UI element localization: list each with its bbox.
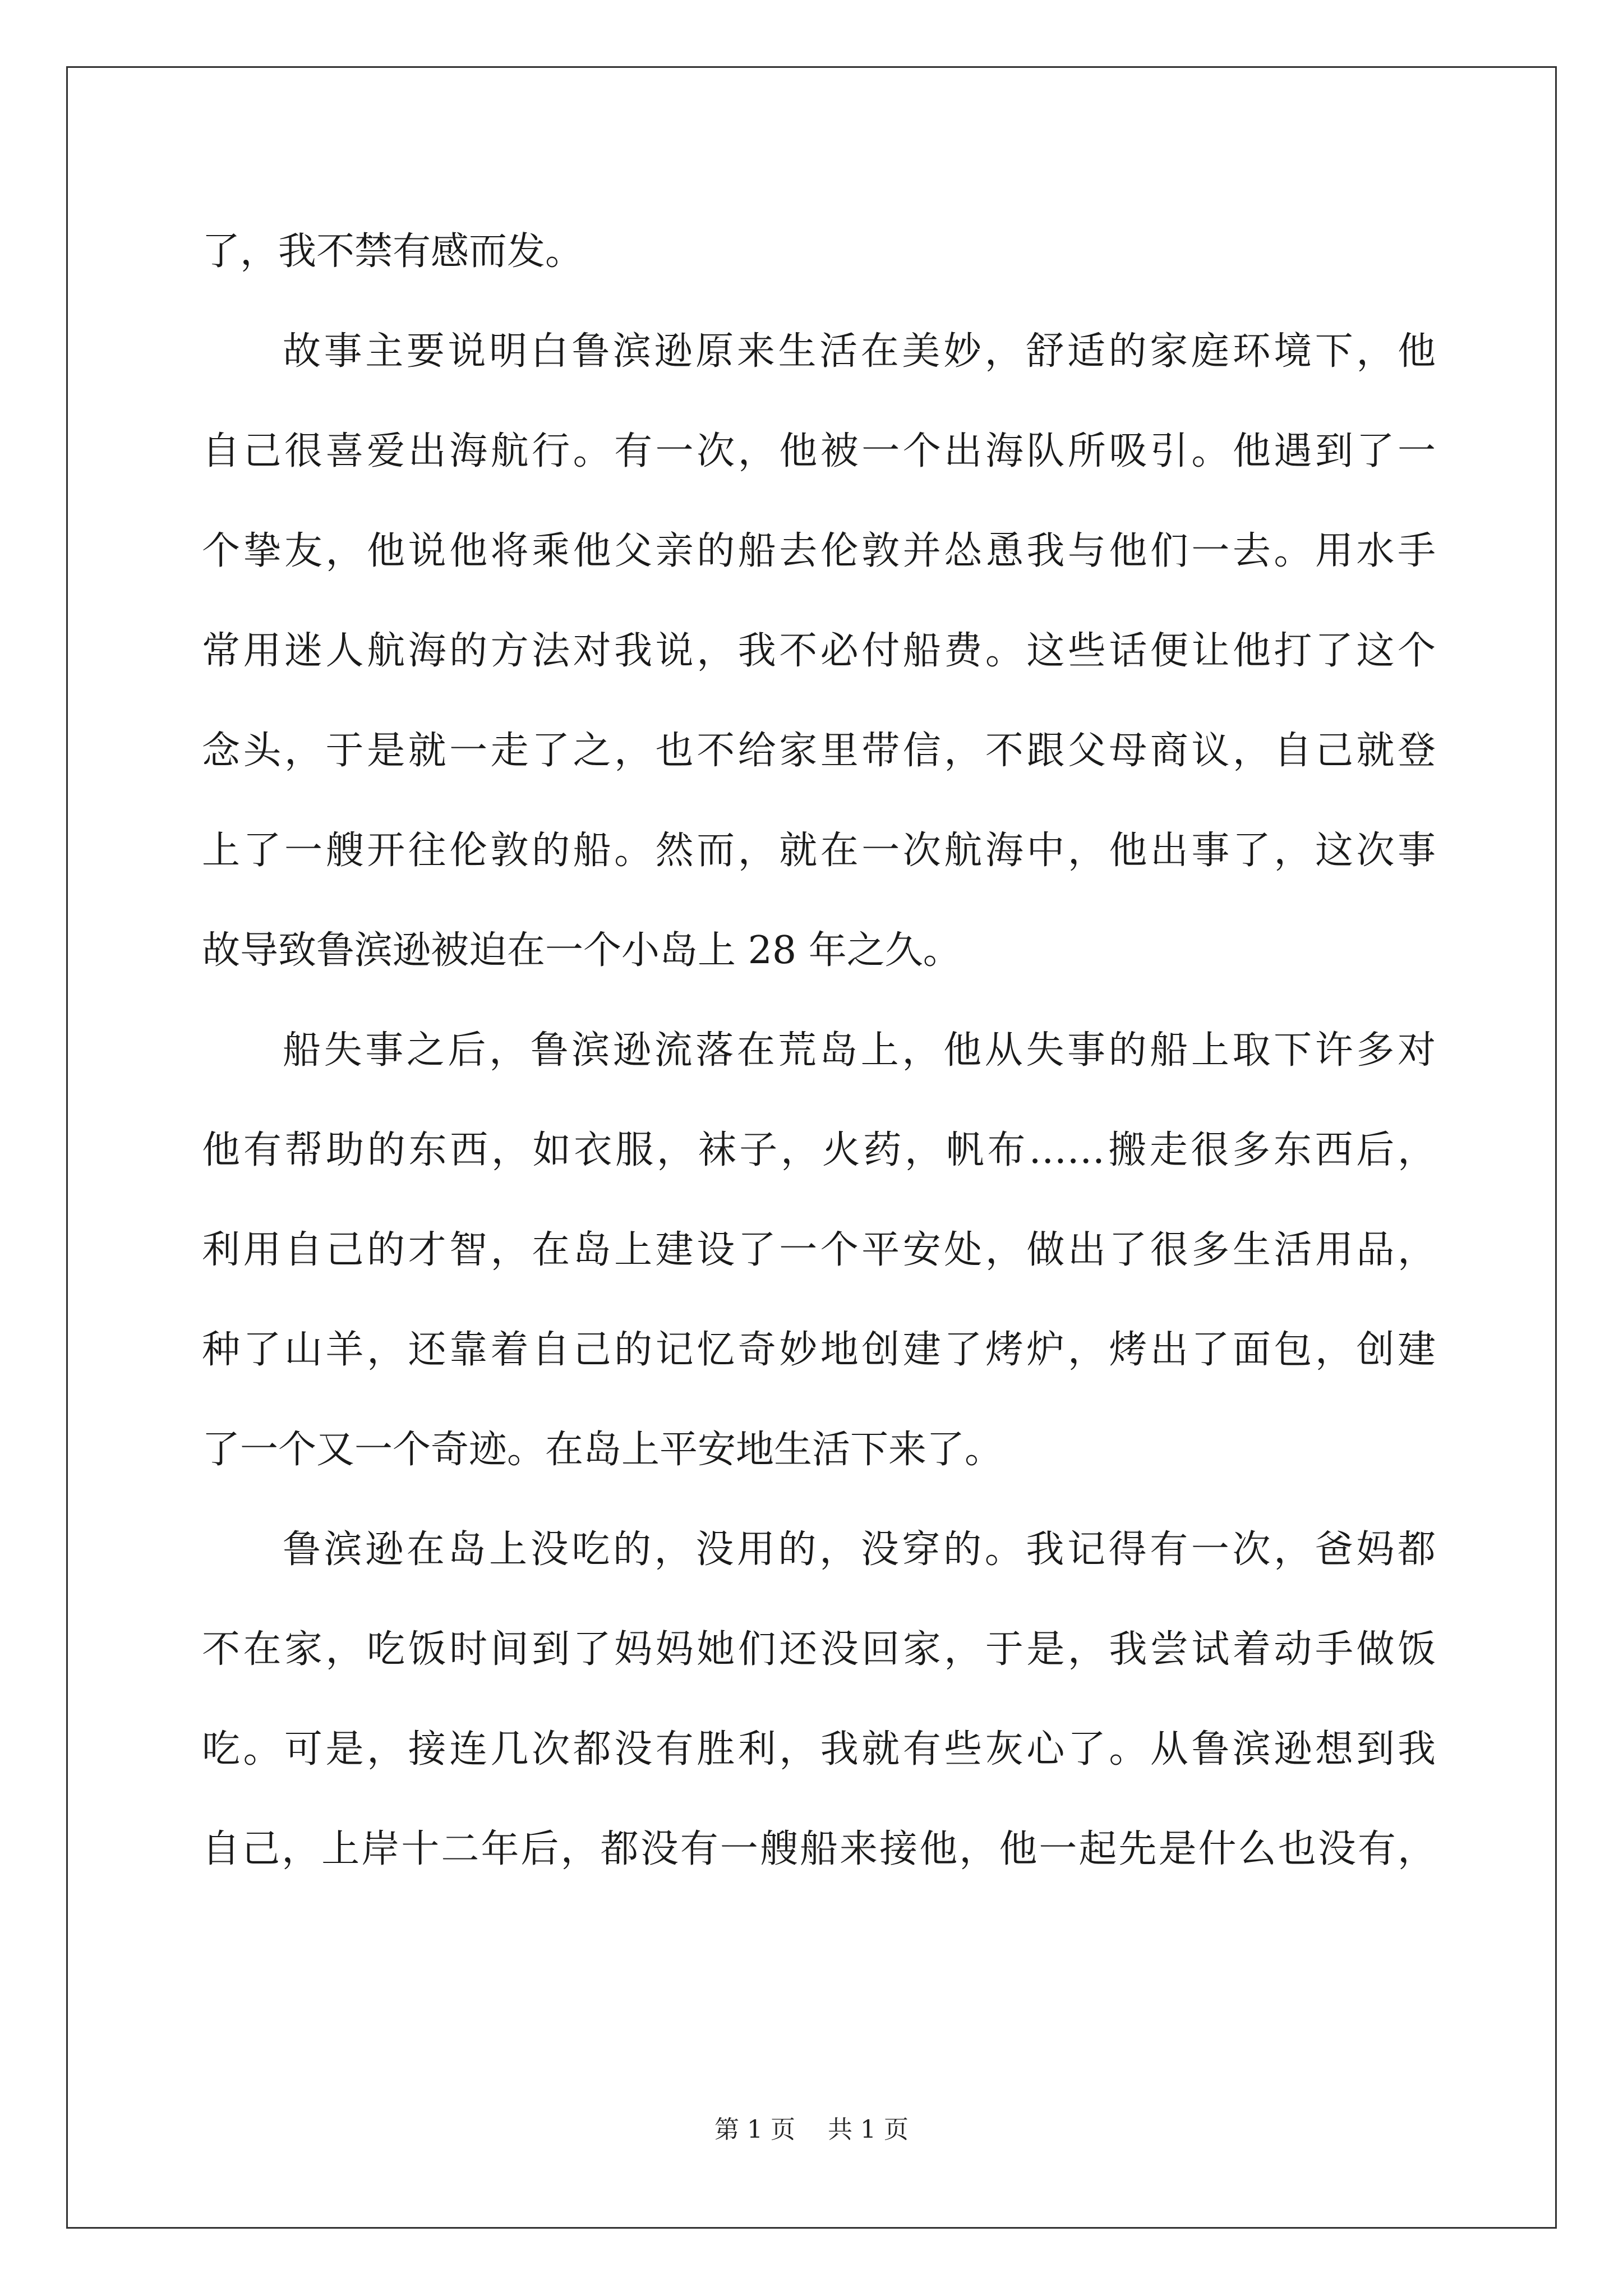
page-total: 共 1 页 [828,2115,909,2144]
text-line: 种了山羊，还靠着自己的记忆奇妙地创建了烤炉，烤出了面包，创建 [202,1328,1436,1372]
page-number: 第 1 页 [714,2115,795,2144]
text-line: 上了一艘开往伦敦的船。然而，就在一次航海中，他出事了，这次事 [202,829,1436,873]
text-line: 了一个又一个奇迹。在岛上平安地生活下来了。 [202,1428,1003,1472]
text-line: 念头，于是就一走了之，也不给家里带信，不跟父母商议，自己就登 [202,729,1436,773]
page-footer [0,2109,1623,2145]
text-line: 不在家，吃饭时间到了妈妈她们还没回家，于是，我尝试着动手做饭 [202,1627,1436,1672]
text-line: 他有帮助的东西，如衣服，袜子，火药，帆布……搬走很多东西后， [202,1128,1436,1172]
text-line: 吃。可是，接连几次都没有胜利，我就有些灰心了。从鲁滨逊想到我 [202,1727,1436,1772]
text-line: 利用自己的才智，在岛上建设了一个平安处，做出了很多生活用品， [202,1228,1436,1272]
text-line: 了，我不禁有感而发。 [202,229,584,274]
paragraph-start-line: 故事主要说明白鲁滨逊原来生活在美妙，舒适的家庭环境下，他 [283,329,1436,374]
text-line: 常用迷人航海的方法对我说，我不必付船费。这些话便让他打了这个 [202,629,1436,673]
document-body [202,202,1436,1899]
text-line: 自己很喜爱出海航行。有一次，他被一个出海队所吸引。他遇到了一 [202,429,1436,473]
text-line: 个挚友，他说他将乘他父亲的船去伦敦并怂恿我与他们一去。用水手 [202,529,1436,573]
text-line: 故导致鲁滨逊被迫在一个小岛上 28 年之久。 [202,928,961,973]
paragraph-start-line: 船失事之后，鲁滨逊流落在荒岛上，他从失事的船上取下许多对 [283,1028,1436,1073]
text-line: 自己，上岸十二年后，都没有一艘船来接他，他一起先是什么也没有， [202,1827,1436,1871]
paragraph-start-line: 鲁滨逊在岛上没吃的，没用的，没穿的。我记得有一次，爸妈都 [283,1527,1436,1572]
